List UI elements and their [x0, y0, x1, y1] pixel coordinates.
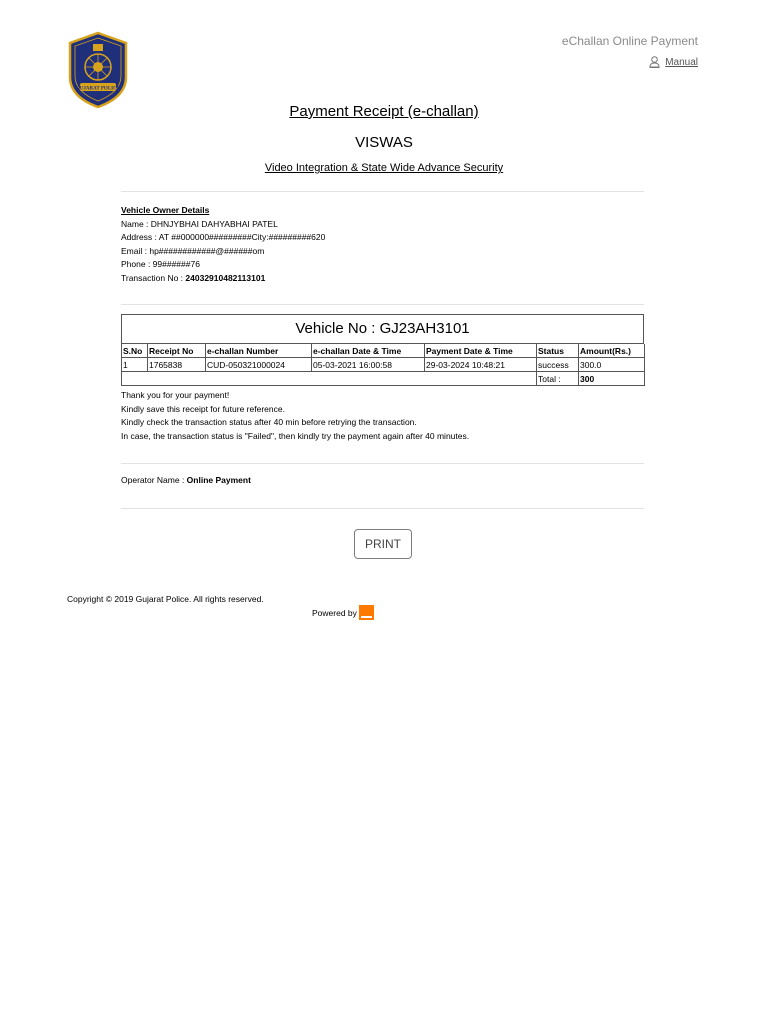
org-subtitle: Video Integration & State Wide Advance Security	[264, 162, 504, 174]
col-header: Status	[537, 344, 579, 358]
vehicle-number: Vehicle No : GJ23AH3101	[121, 314, 644, 344]
table-row	[122, 358, 645, 372]
col-header: Payment Date & Time	[425, 344, 537, 358]
divider	[121, 508, 644, 509]
owner-details-heading: Vehicle Owner Details	[121, 205, 210, 215]
app-title: eChallan Online Payment	[561, 34, 698, 48]
owner-name: Name : DHNJYBHAI DAHYABHAI PATEL	[121, 218, 278, 229]
cell-receipt-no: 1765838	[148, 358, 206, 372]
cell-sno: 1	[122, 358, 148, 372]
operator-label: Operator Name :	[121, 475, 187, 485]
receipt-table	[121, 344, 645, 386]
payment-notes	[121, 389, 469, 443]
transaction-value: 24032910482113101	[185, 272, 266, 283]
col-header: e-challan Number	[206, 344, 312, 358]
cell-amount: 300.0	[579, 358, 645, 372]
note-line: Thank you for your payment!	[121, 390, 230, 400]
note-line: Kindly save this receipt for future reference.	[121, 403, 285, 414]
divider	[121, 304, 644, 305]
copyright: Copyright © 2019 Gujarat Police. All rights reserved.	[67, 594, 264, 604]
receipt-title: Payment Receipt (e-challan)	[289, 103, 479, 120]
vendor-logo[interactable]	[359, 605, 374, 620]
owner-address: Address : AT ##000000#########City:#########620	[121, 232, 326, 242]
org-title: VISWAS	[355, 134, 413, 151]
col-header: Amount(Rs.)	[579, 344, 645, 358]
receipt-table-section	[121, 314, 644, 386]
total-label: Total :	[537, 372, 579, 386]
cell-challan-datetime: 05-03-2021 16:00:58	[312, 358, 425, 372]
total-value: 300	[579, 372, 645, 386]
note-line: In case, the transaction status is "Failed", then kindly try the payment again after 40 minutes.	[121, 430, 470, 441]
powered-by	[312, 605, 374, 620]
transaction-number	[121, 272, 325, 286]
manual-link[interactable]	[649, 56, 698, 68]
table-header-row	[122, 344, 645, 358]
svg-text:GUJARAT POLICE: GUJARAT POLICE	[75, 86, 121, 92]
header-right	[562, 34, 698, 73]
manual-label: Manual	[665, 56, 698, 68]
col-header: S.No	[122, 344, 148, 358]
cell-status: success	[537, 358, 579, 372]
user-icon	[649, 56, 660, 68]
owner-email: Email : hp############@######om	[121, 245, 265, 256]
powered-by-label: Powered by	[312, 607, 357, 618]
col-header: e-challan Date & Time	[312, 344, 425, 358]
total-spacer	[122, 372, 537, 386]
operator-value: Online Payment	[186, 475, 251, 485]
total-row	[122, 372, 645, 386]
print-button[interactable]: PRINT	[354, 529, 412, 559]
divider	[121, 191, 644, 192]
note-line: Kindly check the transaction status after 40 min before retrying the transaction.	[121, 417, 417, 427]
gujarat-police-logo	[66, 31, 130, 109]
cell-challan-number: CUD-050321000024	[206, 358, 312, 372]
operator-name	[121, 475, 251, 485]
col-header: Receipt No	[148, 344, 206, 358]
divider	[121, 463, 644, 464]
owner-phone: Phone : 99######76	[121, 259, 200, 269]
transaction-label: Transaction No :	[121, 272, 186, 283]
cell-payment-datetime: 29-03-2024 10:48:21	[425, 358, 537, 372]
owner-details	[121, 204, 325, 285]
